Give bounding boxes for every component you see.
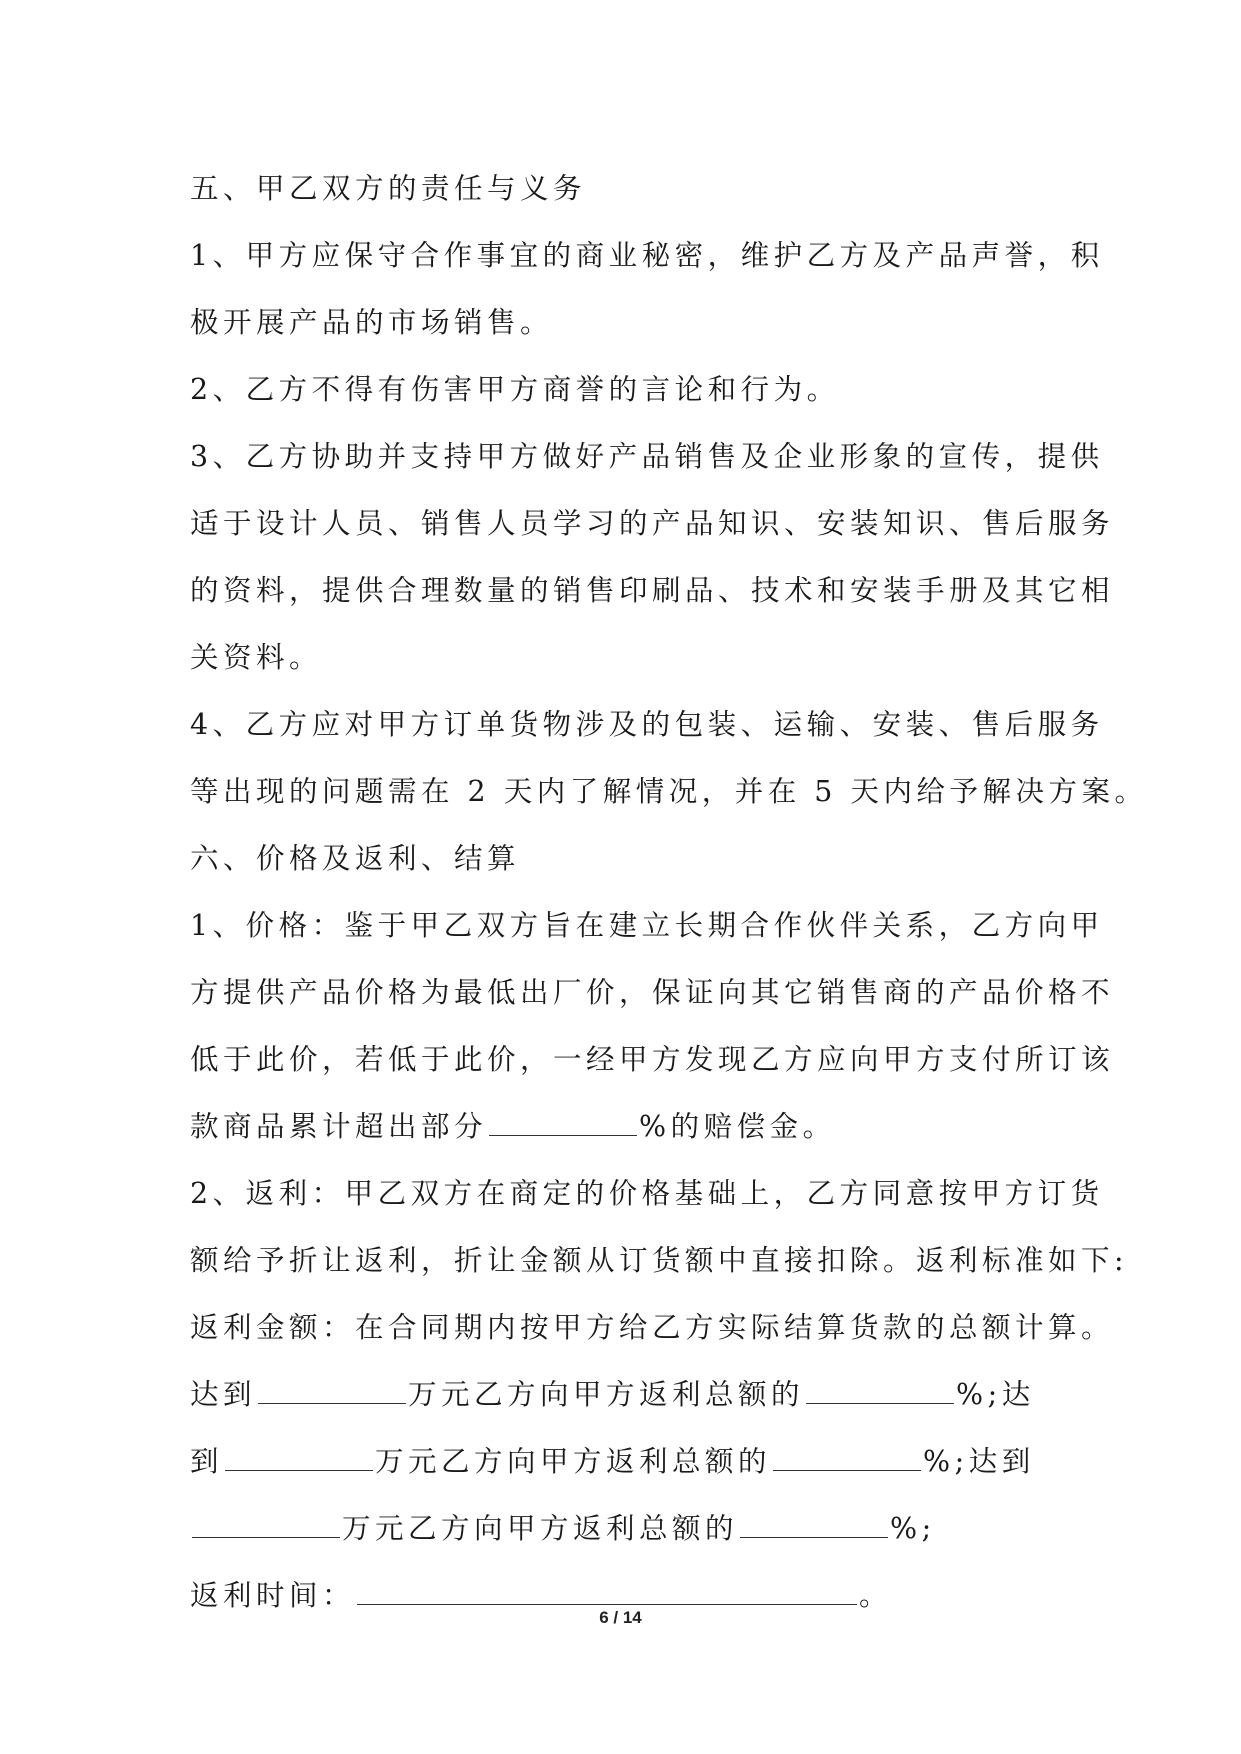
clause-6-1-line-1: 1、价格：鉴于甲乙双方旨在建立长期合作伙伴关系，乙方向甲 bbox=[190, 909, 1104, 942]
tier-1-amount-blank[interactable] bbox=[258, 1381, 406, 1404]
clause-5-4-line-1: 4、乙方应对甲方订单货物涉及的包装、运输、安装、售后服务 bbox=[190, 708, 1104, 741]
compensation-suffix: %的赔偿金。 bbox=[639, 1110, 836, 1143]
rebate-tier-line-2 bbox=[190, 1428, 1070, 1495]
clause-6-1-line-3: 低于此价，若低于此价，一经甲方发现乙方应向甲方支付所订该 bbox=[190, 1043, 1115, 1076]
rebate-tier-line-1 bbox=[190, 1361, 1070, 1428]
section-heading-5: 五、甲乙双方的责任与义务 bbox=[190, 172, 587, 205]
tier-2-amount-blank[interactable] bbox=[225, 1448, 373, 1471]
tier-1-text: 万元乙方向甲方返利总额的 bbox=[408, 1378, 805, 1411]
tier-2-text: 万元乙方向甲方返利总额的 bbox=[375, 1445, 772, 1478]
compensation-text: 款商品累计超出部分 bbox=[190, 1110, 488, 1143]
clause-5-1-line-2: 极开展产品的市场销售。 bbox=[190, 306, 554, 339]
clause-5-1-line-1: 1、甲方应保守合作事宜的商业秘密，维护乙方及产品声誉，积 bbox=[190, 239, 1104, 272]
tier-1-percent-blank[interactable] bbox=[806, 1381, 954, 1404]
tier-2-percent-blank[interactable] bbox=[773, 1448, 921, 1471]
tier-3-percent-blank[interactable] bbox=[740, 1515, 888, 1538]
document-body bbox=[190, 155, 1148, 1629]
tier-1-suffix: %;达 bbox=[956, 1378, 1035, 1411]
tier-3-suffix: %; bbox=[890, 1512, 936, 1545]
clause-5-3-line-3: 的资料，提供合理数量的销售印刷品、技术和安装手册及其它相 bbox=[190, 574, 1115, 607]
rebate-time-end: 。 bbox=[859, 1579, 893, 1612]
rebate-time-label: 返利时间： bbox=[190, 1579, 356, 1612]
tier-1-prefix: 达到 bbox=[190, 1378, 257, 1411]
rebate-time-blank[interactable] bbox=[357, 1582, 857, 1605]
rebate-amount-line: 返利金额：在合同期内按甲方给乙方实际结算货款的总额计算。 bbox=[190, 1311, 1115, 1344]
tier-2-suffix: %;达到 bbox=[923, 1445, 1035, 1478]
clause-5-4-line-2: 等出现的问题需在 2 天内了解情况，并在 5 天内给予解决方案。 bbox=[190, 775, 1148, 808]
clause-5-2: 2、乙方不得有伤害甲方商誉的言论和行为。 bbox=[190, 373, 840, 406]
page-number: 6 / 14 bbox=[599, 1608, 642, 1627]
rebate-tier-line-3 bbox=[190, 1495, 1070, 1562]
section-heading-6: 六、价格及返利、结算 bbox=[190, 842, 521, 875]
tier-3-amount-blank[interactable] bbox=[192, 1515, 340, 1538]
clause-6-2-line-1: 2、返利：甲乙双方在商定的价格基础上，乙方同意按甲方订货 bbox=[190, 1177, 1104, 1210]
clause-6-1-line-2: 方提供产品价格为最低出厂价，保证向其它销售商的产品价格不 bbox=[190, 976, 1115, 1009]
compensation-percent-blank[interactable] bbox=[489, 1113, 637, 1136]
clause-5-3-line-2: 适于设计人员、销售人员学习的产品知识、安装知识、售后服务 bbox=[190, 507, 1115, 540]
clause-5-3-line-4: 关资料。 bbox=[190, 641, 323, 674]
tier-3-text: 万元乙方向甲方返利总额的 bbox=[342, 1512, 739, 1545]
compensation-line bbox=[190, 1093, 1070, 1160]
clause-5-3-line-1: 3、乙方协助并支持甲方做好产品销售及企业形象的宣传，提供 bbox=[190, 440, 1104, 473]
tier-2-prefix: 到 bbox=[190, 1445, 224, 1478]
clause-6-2-line-2: 额给予折让返利，折让金额从订货额中直接扣除。返利标准如下: bbox=[190, 1244, 1129, 1277]
